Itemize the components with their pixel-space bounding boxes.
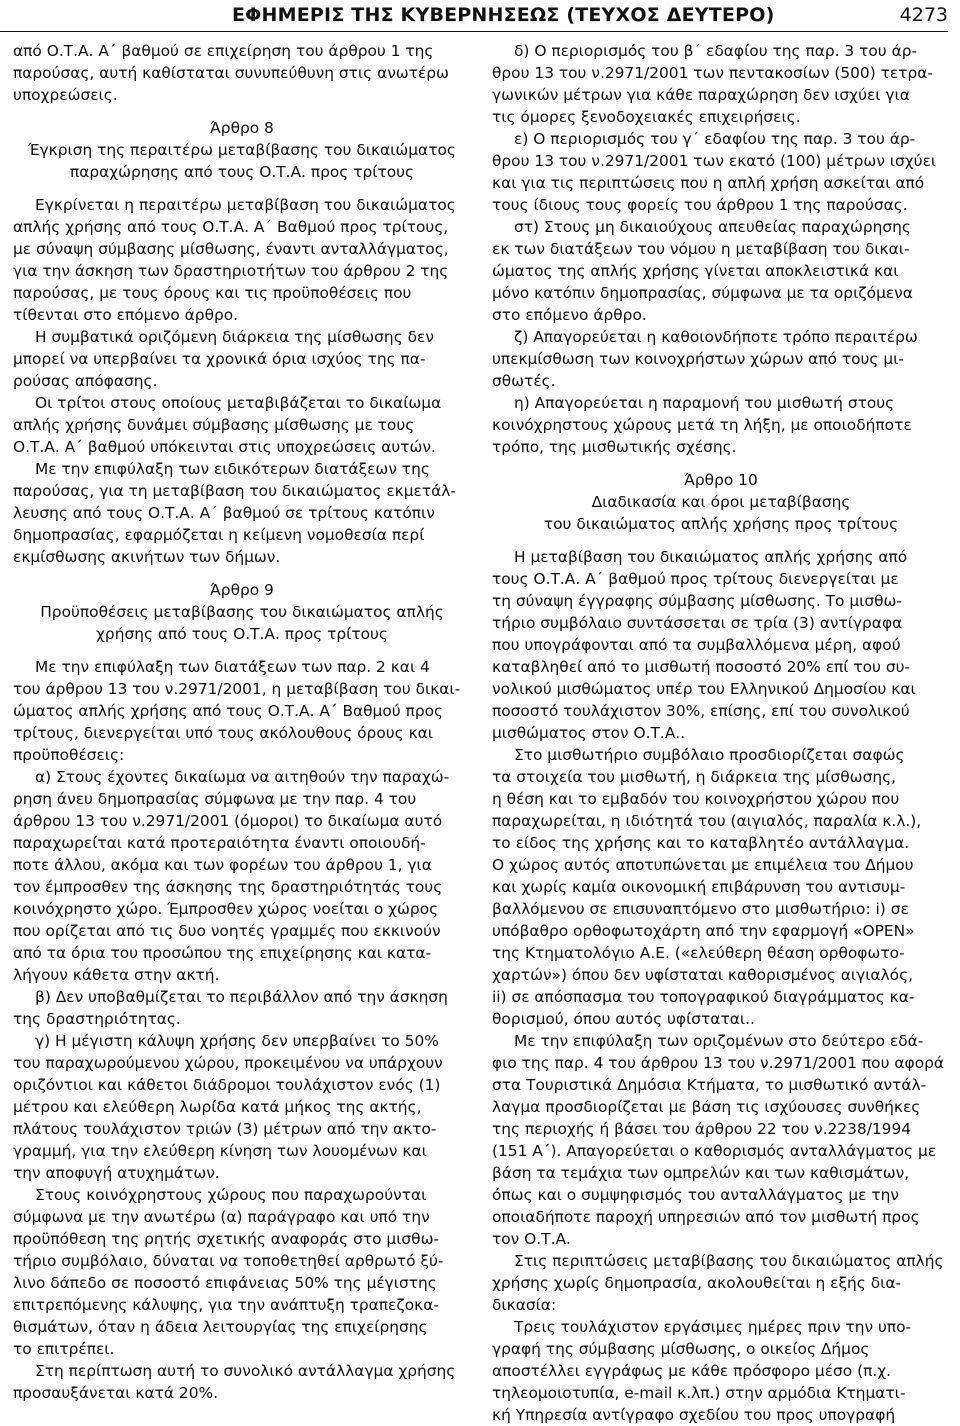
text-line: Στο μισθωτήριο συμβόλαιο προσδιορίζεται σαφώς (514, 746, 905, 764)
text-line: η) Απαγορεύεται η παραμονή του μισθωτή στους (514, 394, 895, 412)
text-line: τρίτους, διενεργείται υπό τους ακόλουθους όρους και (13, 724, 433, 742)
text-line: αποστέλλει εγγράφως με κάθε πρόσφορο μέσο (π.χ. (492, 1362, 892, 1380)
text-line: οποιαδήποτε παροχή υπηρεσιών από τον μισθωτή προς (492, 1208, 920, 1226)
text-line: από Ο.Τ.Α. Α΄ βαθμού σε επιχείρηση του άρθρου 1 της (13, 42, 434, 60)
text-line: μπορεί να υπερβαίνει τα χρονικά όρια ισχύος της πα- (13, 350, 426, 368)
text-line: ii) σε απόσπασμα του τοπογραφικού διαγράμματος κα- (492, 988, 915, 1006)
article-heading-line: Έγκριση της περαιτέρω μεταβίβασης του δικαιώματος (28, 141, 456, 159)
text-line: σύμφωνα με την ανωτέρω (α) παράγραφο και υπό την (13, 1208, 430, 1226)
text-line: Ο.Τ.Α. Α΄ βαθμού υπόκεινται στις υποχρεώσεις αυτών. (13, 438, 436, 456)
text-line: ρηση άνευ δημοπρασίας σύμφωνα με την παρ. 4 του (13, 790, 417, 808)
text-line: τον Ο.Τ.Α. (492, 1230, 571, 1248)
text-line: α) Στους έχοντες δικαίωμα να αιτηθούν την παραχώ- (35, 768, 450, 786)
text-line: χρήσης χωρίς δημοπρασία, ακολουθείται η εξής δια- (492, 1274, 902, 1292)
text-line: που υπογράφονται από τα συμβαλλόμενα μέρη, αφού (492, 636, 901, 654)
paragraph-gap (492, 535, 950, 546)
text-line: θορισμού, όπου αυτός υφίσταται.. (492, 1010, 755, 1028)
text-line: το είδος της χρήσης και το καταβλητέο αντάλλαγμα. (492, 834, 910, 852)
text-line: πλάτους τουλάχιστον τριών (3) μέτρων από την ακτο- (13, 1120, 437, 1138)
text-line: κή Υπηρεσία αντίγραφο σχεδίου του προς υπογραφή (492, 1406, 896, 1424)
text-line: υποχρεώσεις. (13, 86, 118, 104)
text-line: απλής χρήσης από τους Ο.Τ.Α. Α΄ Βαθμού προς τρίτους, (13, 218, 449, 236)
text-line: θρου 13 του ν.2971/2001 των πεντακοσίων (500) τετρα- (492, 64, 933, 82)
text-line: Στις περιπτώσεις μεταβίβασης του δικαιώματος απλής (514, 1252, 944, 1270)
text-line: ζ) Απαγορεύεται η καθοιονδήποτε τρόπο περαιτέρω (514, 328, 918, 346)
text-line: τήριο συμβόλαιο, δύναται να τοποθετηθεί αρθρωτό ξύ- (13, 1252, 444, 1270)
article-heading-line: του δικαιώματος απλής χρήσης προς τρίτους (543, 515, 899, 533)
left-column (13, 40, 471, 1404)
text-line: στα Τουριστικά Δημόσια Κτήματα, το μισθωτικό αντάλ- (492, 1076, 927, 1094)
text-line: λαγμα προσδιορίζεται με βάση τις ισχύουσες συνθήκες (492, 1098, 921, 1116)
text-line: γ) Η μέγιστη κάλυψη χρήσης δεν υπερβαίνει το 50% (35, 1032, 439, 1050)
text-line: με σύναψη σύμβασης μίσθωσης, έναντι ανταλλάγματος, (13, 240, 449, 258)
text-line: προϋποθέσεις: (13, 746, 125, 764)
text-line: απλής χρήσης δυνάμει σύμβασης μίσθωσης με τους (13, 416, 415, 434)
text-line: επιτρεπόμενης κάλυψης, για την ανάπτυξη τραπεζοκα- (13, 1296, 439, 1314)
text-line: τη σύναψη έγγραφης σύμβασης μίσθωσης. Το μισθω- (492, 592, 902, 610)
article-heading-line: Άρθρο 8 (210, 119, 274, 137)
text-line: οριζόντιοι και κάθετοι διάδρομοι τουλάχιστον ενός (1) (13, 1076, 441, 1094)
text-line: τηλεομοιοτυπία, e-mail κ.λπ.) στην αρμόδια Κτηματι- (492, 1384, 906, 1402)
text-line: παραχωρείται κατά προτεραιότητα έναντι οποιουδή- (13, 834, 426, 852)
text-line: νολικού μισθώματος υπέρ του Ελληνικού Δημοσίου και (492, 680, 916, 698)
text-line: υπόβαθρο ορθοφωτοχάρτη από την εφαρμογή «OPEN» (492, 922, 915, 940)
text-line: τον έμπροσθεν της άσκησης της δραστηριότητάς τους (13, 878, 443, 896)
text-line: Στους κοινόχρηστους χώρους που παραχωρούνται (35, 1186, 427, 1204)
text-line: υπεκμίσθωση των κοινοχρήστων χώρων από τους μι- (492, 350, 904, 368)
article-heading-line: Προϋποθέσεις μεταβίβασης του δικαιώματος απλής (40, 603, 444, 621)
text-line: Εγκρίνεται η περαιτέρω μεταβίβαση του δικαιώματος (35, 196, 456, 214)
text-line: μισθώματος στον Ο.Τ.Α.. (492, 724, 686, 742)
text-line: γωνικών μέτρων για κάθε παραχώρηση δεν ισχύει για (492, 86, 910, 104)
text-line: σθωτές. (492, 372, 556, 390)
text-line: παραχωρείται, η ιδιότητά του (αιγιαλός, παραλία κ.λ.), (492, 812, 922, 830)
text-line: μόνο κατόπιν δημοπρασίας, σύμφωνα με τα οριζόμενα (492, 284, 913, 302)
text-line: Η μεταβίβαση του δικαιώματος απλής χρήσης από (514, 548, 908, 566)
text-line: που ορίζεται από τις δυο νοητές γραμμές που εκκινούν (13, 922, 441, 940)
text-line: όπως και ο συμψηφισμός του ανταλλάγματος με την (492, 1186, 899, 1204)
text-line: του άρθρου 13 του ν.2971/2001, η μεταβίβαση του δικαι- (13, 680, 461, 698)
article-heading-line: χρήσης από τους Ο.Τ.Α. προς τρίτους (96, 625, 388, 643)
text-line: παρούσας, με τους όρους και τις προϋποθέσεις που (13, 284, 412, 302)
header-divider (0, 31, 948, 32)
text-line: από τα όρια του προσώπου της επιχείρησης και κατα- (13, 944, 432, 962)
text-line: το επιτρέπει. (13, 1340, 115, 1358)
text-line: παρούσας, αυτή καθίσταται συνυπεύθυνη στις ανωτέρω (13, 64, 449, 82)
text-line: προσαυξάνεται κατά 20%. (13, 1384, 219, 1402)
text-line: γραφή της σύμβασης μίσθωσης, ο οικείος Δήμος (492, 1340, 870, 1358)
text-line: β) Δεν υποβαθμίζεται το περιβάλλον από την άσκηση (35, 988, 448, 1006)
gazette-title: ΕΦΗΜΕΡΙΣ ΤΗΣ ΚΥΒΕΡΝΗΣΕΩΣ (ΤΕΥΧΟΣ ΔΕΥΤΕΡΟ) (232, 4, 775, 26)
text-line: Με την επιφύλαξη των διατάξεων των παρ. 2 και 4 (35, 658, 430, 676)
text-line: τους ίδιους τους φορείς του άρθρου 1 της παρούσας. (492, 196, 908, 214)
text-line: προϋπόθεση της ρητής σχετικής αναφοράς στο μισθω- (13, 1230, 440, 1248)
paragraph-gap (13, 645, 471, 656)
text-line: εκμίσθωσης ακινήτων των δήμων. (13, 548, 281, 566)
text-line: φιο της παρ. 4 του άρθρου 13 του ν.2971/2001 που αφορά (492, 1054, 945, 1072)
text-line: τις όμορες ξενοδοχειακές επιχειρήσεις. (492, 108, 801, 126)
text-line: μέτρου και ελεύθερη λωρίδα κατά μήκος της ακτής, (13, 1098, 422, 1116)
paragraph-gap (492, 458, 950, 469)
article-heading-line: Διαδικασία και όροι μεταβίβασης (591, 493, 851, 511)
text-line: βαλλόμενου σε επισυναπτόμενο στο μισθωτήριο: i) σε (492, 900, 909, 918)
text-line: της Κτηματολόγιο Α.Ε. («ελεύθερη θέαση ορθοφωτο- (492, 944, 905, 962)
text-line: του παραχωρούμενου χώρου, προκειμένου να υπάρχουν (13, 1054, 443, 1072)
text-line: τους Ο.Τ.Α. Α΄ βαθμού προς τρίτους διενεργείται με (492, 570, 899, 588)
text-line: ώματος απλής χρήσης από τους Ο.Τ.Α. Α΄ Βαθμού προς (13, 702, 444, 720)
text-line: ε) Ο περιορισμός του γ΄ εδαφίου της παρ. 3 του άρ- (514, 130, 916, 148)
text-line: εκ των διατάξεων του νόμου η μεταβίβαση του δικαι- (492, 240, 910, 258)
text-line: Οι τρίτοι στους οποίους μεταβιβάζεται το δικαίωμα (35, 394, 442, 412)
text-line: ρούσας απόφασης. (13, 372, 158, 390)
text-line: στο επόμενο άρθρο. (492, 306, 647, 324)
text-line: στ) Στους μη δικαιούχους απευθείας παραχώρησης (514, 218, 911, 236)
text-line: δ) Ο περιορισμός του β΄ εδαφίου της παρ. 3 του άρ- (514, 42, 918, 60)
text-line: χαρτών») όπου δεν υφίσταται καθορισμένος αιγιαλός, (492, 966, 914, 984)
text-line: θισμάτων, όταν η άδεια λειτουργίας της επιχείρησης (13, 1318, 428, 1336)
text-line: τήριο συμβόλαιο συντάσσεται σε τρία (3) αντίγραφα (492, 614, 903, 632)
right-column (492, 40, 950, 1426)
text-line: της δραστηριότητας. (13, 1010, 181, 1028)
text-line: την αποφυγή ατυχημάτων. (13, 1164, 220, 1182)
text-line: τα στοιχεία του μισθωτή, η διάρκεια της μίσθωσης, (492, 768, 897, 786)
text-line: της περιοχής ή βάσει του άρθρου 22 του ν.2238/1994 (492, 1120, 912, 1138)
text-line: η θέση και το εμβαδόν του κοινοχρήστου χώρου που (492, 790, 900, 808)
page-header (0, 2, 948, 36)
article-heading-line: Άρθρο 10 (684, 471, 758, 489)
paragraph-gap (13, 106, 471, 117)
text-line: κοινόχρηστους χώρους μετά τη λήξη, με οποιοδήποτε (492, 416, 912, 434)
text-line: ποσοστό τουλάχιστον 30%, επίσης, επί του συνολικού (492, 702, 910, 720)
article-heading-line: παραχώρησης από τους Ο.Τ.Α. προς τρίτους (69, 163, 415, 181)
text-line: (151 Α΄). Απαγορεύεται ο καθορισμός ανταλλάγματος με (492, 1142, 937, 1160)
text-line: και χωρίς καμία οικονομική επιβάρυνση του αντισυμ- (492, 878, 906, 896)
text-line: δικασία: (492, 1296, 557, 1314)
text-line: Τρεις τουλάχιστον εργάσιμες ημέρες πριν την υπο- (514, 1318, 912, 1336)
text-line: λευσης από τους Ο.Τ.Α. Α΄ βαθμού σε τρίτους κατόπιν (13, 504, 435, 522)
text-line: για την άσκηση των δραστηριοτήτων του άρθρου 2 της (13, 262, 449, 280)
text-line: γραμμή, για την ελεύθερη κίνηση των λουομένων και (13, 1142, 427, 1160)
paragraph-gap (13, 568, 471, 579)
text-line: Στη περίπτωση αυτή το συνολικό αντάλλαγμα χρήσης (35, 1362, 456, 1380)
text-line: βάση τα τεμάχια των ομπρελών και των καθισμάτων, (492, 1164, 910, 1182)
text-line: Με την επιφύλαξη των οριζομένων στο δεύτερο εδά- (514, 1032, 924, 1050)
text-line: δημοπρασίας, εφαρμόζεται η κείμενη νομοθεσία περί (13, 526, 425, 544)
text-line: τρόπο, της μισθωτικής σχέσης. (492, 438, 737, 456)
text-line: ώματος της απλής χρήσης γίνεται αποκλειστικά και (492, 262, 899, 280)
text-line: λήγουν κάθετα στην ακτή. (13, 966, 220, 984)
text-line: λινο δάπεδο σε ποσοστό επιφάνειας 50% της μέγιστης (13, 1274, 437, 1292)
text-line: Η συμβατικά οριζόμενη διάρκεια της μίσθωσης δεν (35, 328, 434, 346)
text-line: Με την επιφύλαξη των ειδικότερων διατάξεων της (35, 460, 430, 478)
text-line: τίθενται στο επόμενο άρθρο. (13, 306, 239, 324)
text-line: ποτε άλλου, ακόμα και των φορέων του άρθρου 1, για (13, 856, 432, 874)
text-line: και για τις περιπτώσεις που η απλή χρήση ασκείται από (492, 174, 925, 192)
text-line: Ο χώρος αυτός αποτυπώνεται με επιμέλεια του Δήμου (492, 856, 914, 874)
paragraph-gap (13, 183, 471, 194)
text-line: κοινόχρηστο χώρο. Έμπροσθεν χώρος νοείται ο χώρος (13, 900, 439, 918)
text-line: καταβληθεί από το μισθωτή ποσοστό 20% επί του συ- (492, 658, 911, 676)
text-line: θρου 13 του ν.2971/2001 των εκατό (100) μέτρων ισχύει (492, 152, 937, 170)
text-line: άρθρου 13 του ν.2971/2001 (όμοροι) το δικαίωμα αυτό (13, 812, 443, 830)
text-line: παρούσας, για τη μεταβίβαση του δικαιώματος εκμετάλ- (13, 482, 456, 500)
page-number: 4273 (899, 4, 948, 26)
article-heading-line: Άρθρο 9 (210, 581, 274, 599)
